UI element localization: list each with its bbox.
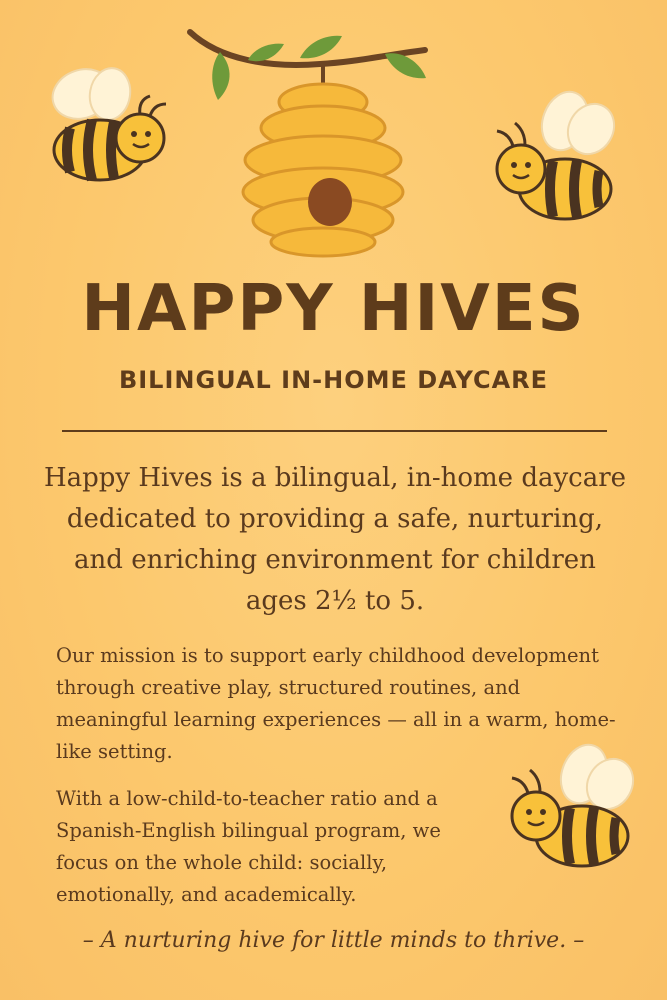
beehive-illustration (180, 20, 450, 260)
divider (62, 430, 607, 432)
tagline: – A nurturing hive for little minds to thrive. – (82, 928, 585, 953)
intro-paragraph: Happy Hives is a bilingual, in-home daycare dedicated to providing a safe, nurturing, and enriching environment for children ages 2½ to 5. (43, 463, 627, 616)
page-subtitle: BILINGUAL IN-HOME DAYCARE (118, 366, 549, 394)
program-paragraph: With a low-child-to-teacher ratio and a Spanish-English bilingual program, we focus on the whole child: socially, emotionally, and academically. (56, 787, 441, 906)
bee-icon (487, 85, 622, 225)
page-title: HAPPY HIVES (81, 272, 586, 346)
mission-paragraph: Our mission is to support early childhood development through creative play, structured routines, and meaningful learning experiences — all in a warm, home-like setting. (56, 644, 616, 763)
bee-icon (40, 58, 175, 193)
beehive-icon (243, 84, 403, 256)
